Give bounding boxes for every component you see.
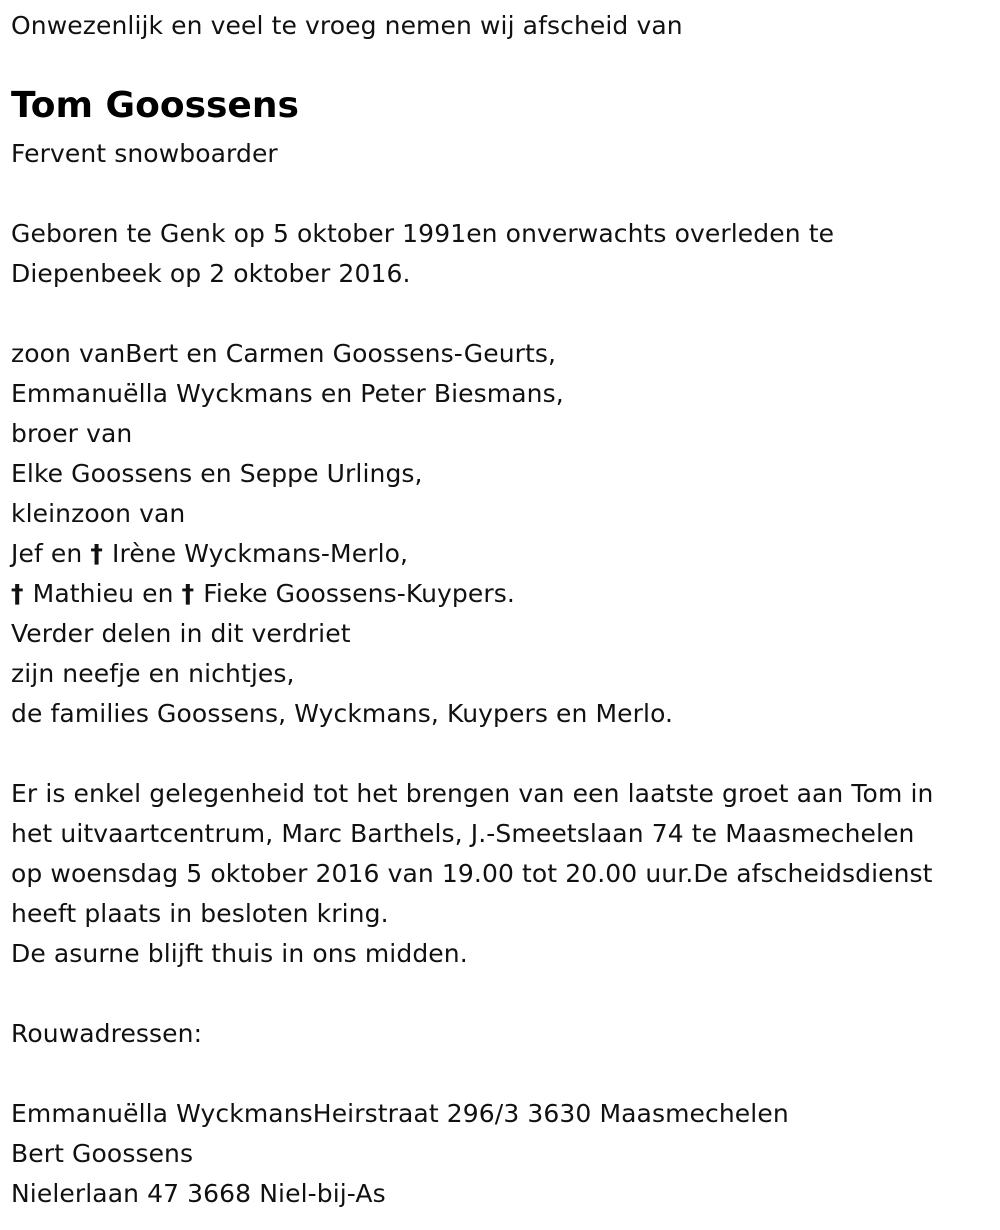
ceremony-line: op woensdag 5 oktober 2016 van 19.00 tot 20.00 uur.De afscheidsdienst xyxy=(11,859,933,888)
family-line-grief-shared: Verder delen in dit verdriet xyxy=(11,619,351,648)
family-line-grandparents-1 xyxy=(11,534,673,574)
deceased-name: Tom Goossens xyxy=(11,85,299,126)
grandparent-text: Irène Wyckmans-Merlo, xyxy=(103,539,409,568)
ceremony-line: heeft plaats in besloten kring. xyxy=(11,899,389,928)
family-line-siblings: Elke Goossens en Seppe Urlings, xyxy=(11,459,423,488)
family-line-families: de families Goossens, Wyckmans, Kuypers en Merlo. xyxy=(11,699,674,728)
birth-line: Geboren te Genk op 5 oktober 1991en onverwachts overleden te xyxy=(11,219,835,248)
cross-icon: † xyxy=(11,579,24,608)
addresses-block xyxy=(11,1094,789,1214)
grandparent-text: Fieke Goossens-Kuypers. xyxy=(195,579,515,608)
family-line-cousins: zijn neefje en nichtjes, xyxy=(11,659,295,688)
addresses-label: Rouwadressen: xyxy=(11,1019,203,1048)
family-line-stepparents: Emmanuëlla Wyckmans en Peter Biesmans, xyxy=(11,379,564,408)
ceremony-line: De asurne blijft thuis in ons midden. xyxy=(11,939,468,968)
address-line: Nielerlaan 47 3668 Niel-bij-As xyxy=(11,1179,386,1208)
address-line: Bert Goossens xyxy=(11,1139,194,1168)
addresses-label-block xyxy=(11,1014,202,1054)
death-line: Diepenbeek op 2 oktober 2016. xyxy=(11,259,411,288)
ceremony-line: Er is enkel gelegenheid tot het brengen van een laatste groet aan Tom in xyxy=(11,779,934,808)
cross-icon: † xyxy=(181,579,195,608)
family-block xyxy=(11,334,673,734)
family-line-grandparents-2 xyxy=(11,574,673,614)
family-line-parents: zoon vanBert en Carmen Goossens-Geurts, xyxy=(11,339,557,368)
family-line-grandson-of: kleinzoon van xyxy=(11,499,186,528)
grandparent-text: Jef en xyxy=(11,539,91,568)
ceremony-block xyxy=(11,774,933,974)
family-line-brother-of: broer van xyxy=(11,419,133,448)
subtitle: Fervent snowboarder xyxy=(11,139,278,168)
grandparent-text: Mathieu en xyxy=(24,579,182,608)
address-line: Emmanuëlla WyckmansHeirstraat 296/3 3630 Maasmechelen xyxy=(11,1099,789,1128)
cross-icon: † xyxy=(90,539,103,568)
subtitle-block xyxy=(11,134,278,174)
intro-text: Onwezenlijk en veel te vroeg nemen wij afscheid van xyxy=(11,11,683,40)
birth-death-block xyxy=(11,214,834,294)
ceremony-line: het uitvaartcentrum, Marc Barthels, J.-Smeetslaan 74 te Maasmechelen xyxy=(11,819,915,848)
